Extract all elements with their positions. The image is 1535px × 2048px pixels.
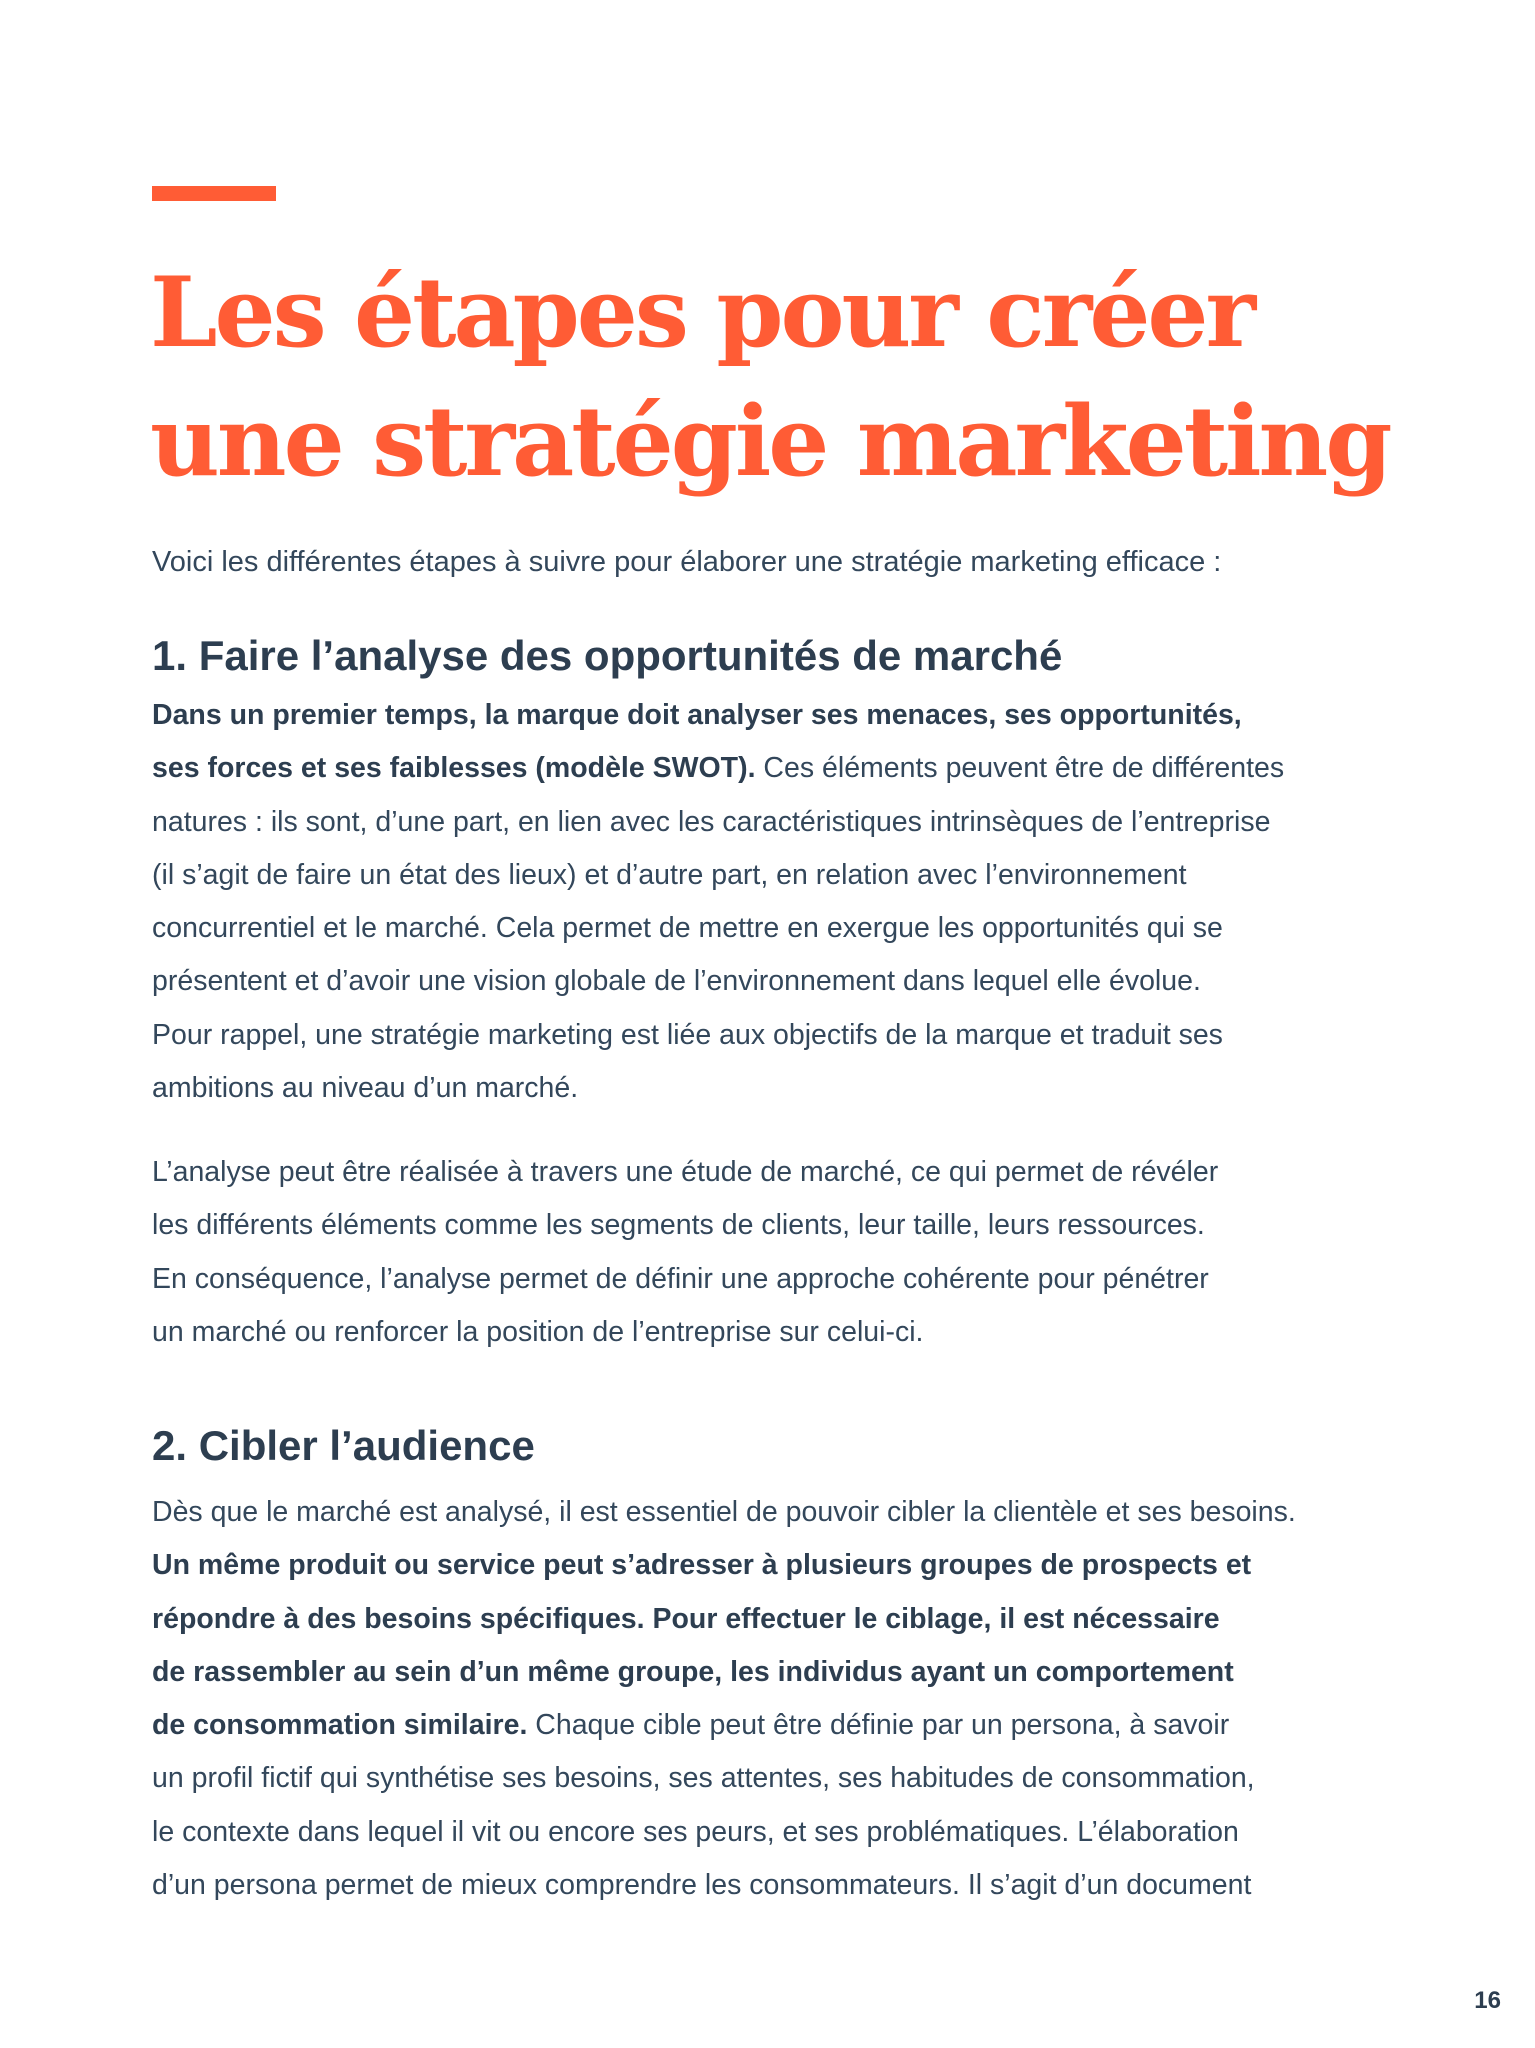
text-line: Pour rappel, une stratégie marketing est liée aux objectifs de la marque et traduit ses [152,1018,1223,1051]
intro-paragraph: Voici les différentes étapes à suivre pour élaborer une stratégie marketing efficace : [152,546,1222,578]
page-title [150,248,1400,506]
title-accent-bar [152,186,276,201]
text-line: concurrentiel et le marché. Cela permet de mettre en exergue les opportunités qui se [152,912,1223,945]
regular-text: Ces éléments peuvent être de différentes [755,752,1285,785]
section-1-paragraph-2 [152,1146,1412,1359]
section-1-heading: 1. Faire l’analyse des opportunités de marché [152,632,1063,679]
bold-text: ses forces et ses faiblesses (modèle SWOT). [152,752,756,785]
bold-text: Un même produit ou service peut s’adresser à plusieurs groupes de prospects et [152,1549,1252,1582]
text-line: Dès que le marché est analysé, il est essentiel de pouvoir cibler la clientèle et ses besoins. [152,1496,1296,1528]
bold-text: Dans un premier temps, la marque doit analyser ses menaces, ses opportunités, [152,699,1242,731]
text-line [152,1699,1412,1752]
text-line: un marché ou renforcer la position de l’entreprise sur celui-ci. [152,1315,924,1348]
text-line: natures : ils sont, d’une part, en lien avec les caractéristiques intrinsèques de l’entreprise [152,805,1271,838]
bold-text: répondre à des besoins spécifiques. Pour effectuer le ciblage, il est nécessaire [152,1602,1220,1635]
page-title-line-2: une stratégie marketing [150,385,1390,498]
text-line: d’un persona permet de mieux comprendre les consommateurs. Il s’agit d’un document [152,1869,1252,1902]
text-line [152,689,1412,742]
section-2-heading: 2. Cibler l’audience [152,1422,535,1469]
text-line: les différents éléments comme les segments de clients, leur taille, leurs ressources. [152,1209,1205,1242]
text-line: le contexte dans lequel il vit ou encore ses peurs, et ses problématiques. L’élaboration [152,1815,1239,1848]
text-line: un profil fictif qui synthétise ses besoins, ses attentes, ses habitudes de consommation, [152,1762,1255,1795]
bold-text: de consommation similaire. [152,1709,528,1742]
section-1-paragraph-1 [152,689,1412,1115]
text-line [152,1593,1412,1646]
bold-text: de rassembler au sein d’un même groupe, les individus ayant un comportement [152,1655,1234,1688]
text-line: ambitions au niveau d’un marché. [152,1072,579,1105]
text-line: En conséquence, l’analyse permet de définir une approche cohérente pour pénétrer [152,1262,1209,1295]
text-line: L’analyse peut être réalisée à travers une étude de marché, ce qui permet de révéler [152,1156,1219,1188]
text-line [152,1646,1412,1699]
text-line [152,1539,1412,1592]
text-line [152,742,1412,795]
section-2-paragraph-1 [152,1486,1412,1912]
text-line: présentent et d’avoir une vision globale de l’environnement dans lequel elle évolue. [152,965,1201,998]
regular-text: Chaque cible peut être définie par un persona, à savoir [527,1709,1230,1742]
page-number: 16 [1474,1987,1501,2014]
text-line: (il s’agit de faire un état des lieux) et d’autre part, en relation avec l’environnement [152,858,1187,891]
page-title-line-1: Les étapes pour créer [150,256,1254,369]
